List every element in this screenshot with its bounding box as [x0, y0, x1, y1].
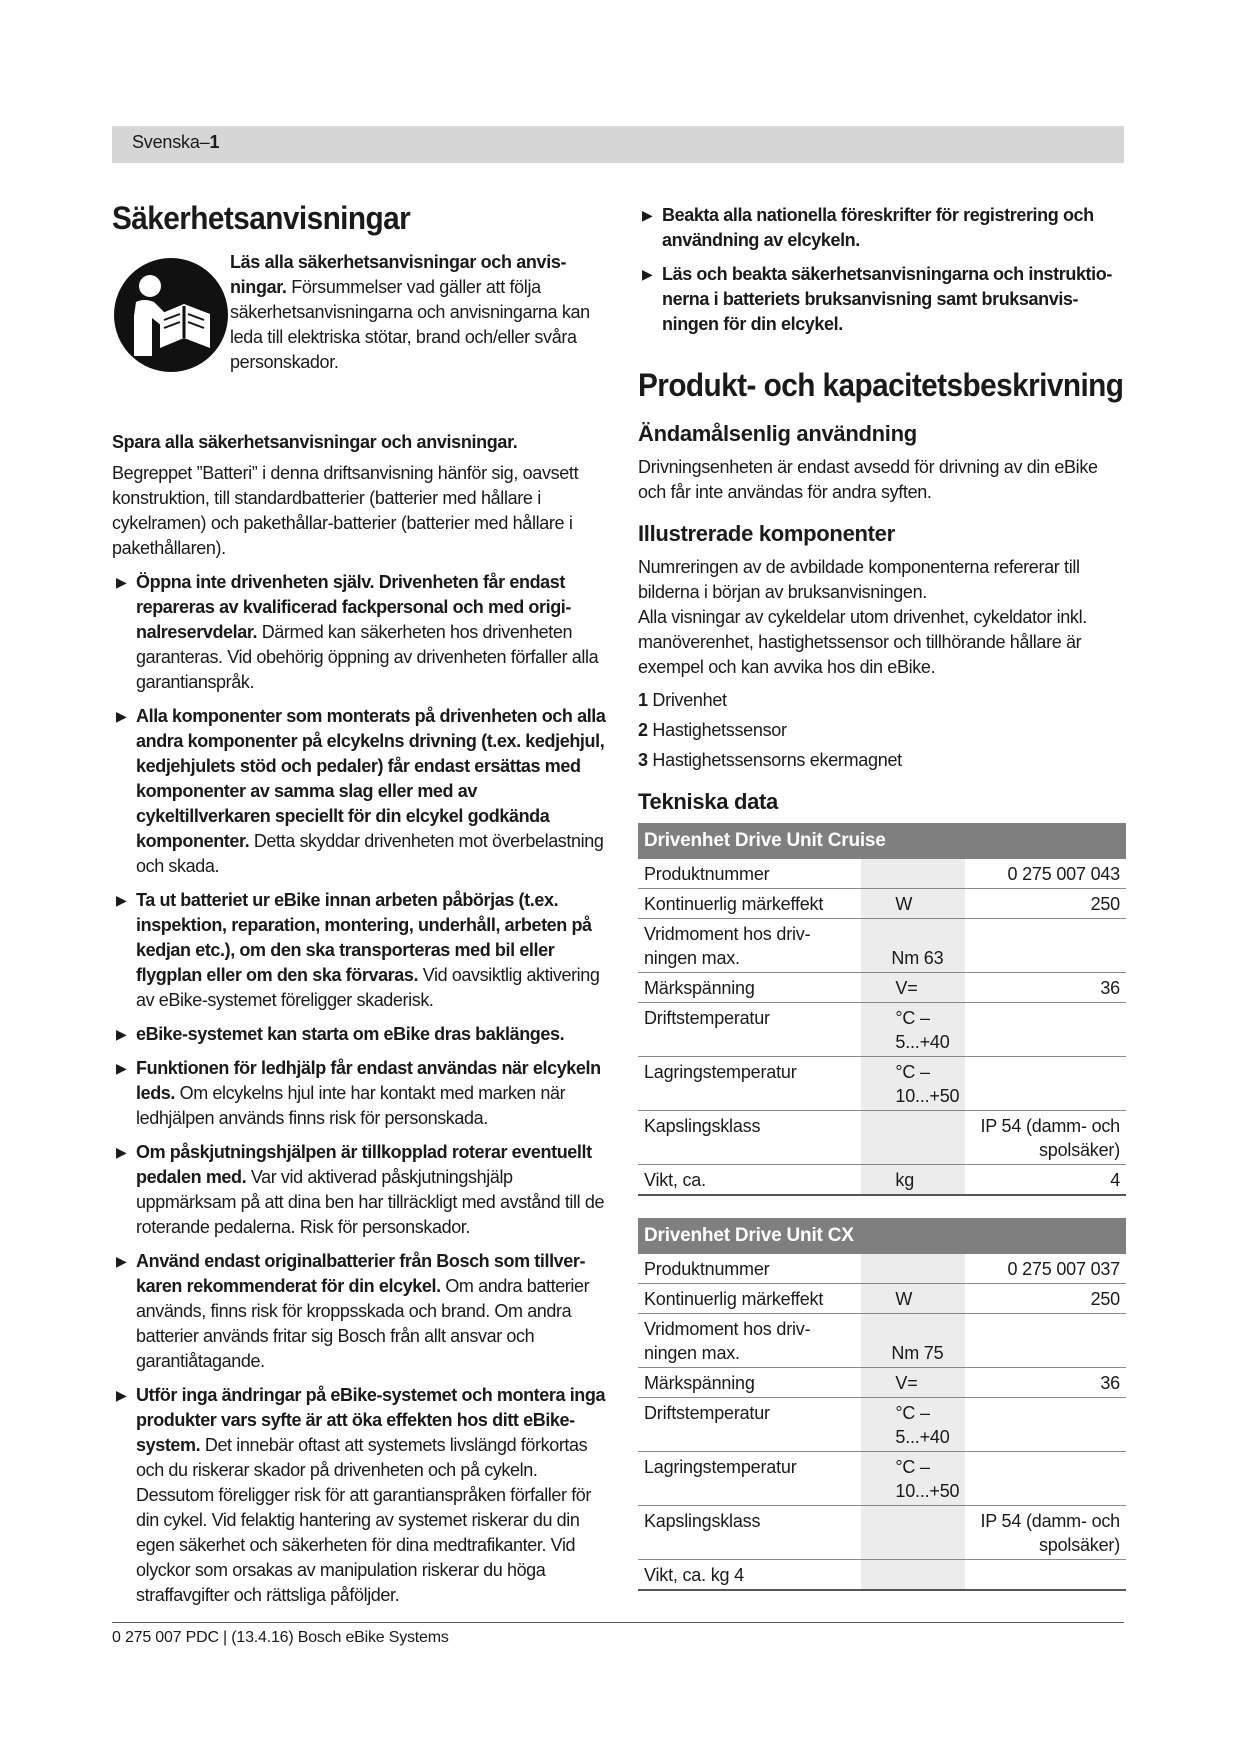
- table-row: [638, 1003, 1126, 1057]
- components-title: Illustrerade komponenter: [638, 521, 895, 546]
- bullet-lead: Funktionen för ledhjälp får endast användas när elcykeln leds.: [136, 1058, 601, 1103]
- product-section-title: Produkt- och kapacitetsbeskrivning: [638, 367, 1124, 403]
- spec-value-cell: [965, 1003, 1126, 1057]
- bullet-text: Vid oavsiktlig aktivering av eBike-systemet föreligger skaderisk.: [136, 965, 600, 1010]
- bullet-lead: Alla komponenter som monterats på drivenheten och alla andra komponenter på elcykelns drivning (t.ex. kedjehjul, kedjehjulets stöd och pedaler) får endast ersättas med komponenter av samma slag eller med av cykeltillverkaren speciellt för din elcykel godkända komponenter.: [136, 706, 606, 851]
- page-header: [112, 126, 1124, 163]
- bullet-item: [112, 888, 612, 1013]
- triangle-bullet-icon: ▶: [116, 708, 127, 724]
- spec-unit-text: °C: [895, 1008, 916, 1028]
- header-page-number: 1: [209, 132, 220, 152]
- bullet-item: [638, 262, 1126, 337]
- intro-bold: Läs alla säkerhetsanvisningar och anvisningar.: [230, 252, 567, 297]
- spec-label: Märkspänning: [638, 973, 861, 1003]
- bullet-lead: Om påskjutningshjälpen är tillkopplad roterar eventuellt pedalen med.: [136, 1142, 592, 1187]
- spec-unit: [861, 1003, 965, 1057]
- table-row: [638, 859, 1126, 889]
- spec-value-cell: [965, 1452, 1126, 1506]
- spec-unit: [861, 1314, 965, 1368]
- triangle-bullet-icon: ▶: [642, 266, 653, 282]
- intended-use-title: Ändamålsenlig användning: [638, 421, 917, 446]
- spec-value-cell: [965, 919, 1126, 973]
- spec-unit: [861, 1506, 965, 1560]
- spec-unit: kg: [861, 1165, 965, 1196]
- component-item: [638, 688, 1126, 713]
- safety-intro: [112, 250, 612, 430]
- component-label: Hastighetssensor: [647, 720, 787, 740]
- spec-label: Vikt, ca. kg 4: [638, 1560, 861, 1591]
- spec-value: –10...+50: [895, 1062, 960, 1106]
- read-manual-icon: [112, 256, 230, 374]
- triangle-bullet-icon: ▶: [116, 1060, 127, 1076]
- spec-unit-text: Nm: [891, 1343, 919, 1363]
- spec-unit-text: Nm: [891, 948, 919, 968]
- tech-data-title: Tekniska data: [638, 789, 778, 814]
- spec-unit: W: [861, 889, 965, 919]
- triangle-bullet-icon: ▶: [116, 1253, 127, 1269]
- bullet-lead: Ta ut batteriet ur eBike innan arbeten påbörjas (t.ex. inspektion, reparation, montering, underhåll, arbeten på kedjan etc.), om den ska transporteras med bil eller flygplan eller om den ska förvaras.: [136, 890, 592, 985]
- spec-label: Kontinuerlig märkeffekt: [638, 889, 861, 919]
- spec-unit: [861, 1398, 965, 1452]
- table-row: [638, 1368, 1126, 1398]
- spec-label: Driftstemperatur: [638, 1398, 861, 1452]
- battery-definition: Begreppet ”Batteri” i denna driftsanvisning hänför sig, oavsett konstruktion, till standardbatterier (batterier med hållare i cykelramen) och pakethållar-batterier (batterier med hållare i pakethållaren).: [112, 463, 579, 558]
- spec-label: Produktnummer: [638, 859, 861, 889]
- table-row: [638, 973, 1126, 1003]
- bullet-text: Om andra batterier används, finns risk för kroppsskada och brand. Om andra batterier används fritar sig Bosch från allt ansvar och garantiåtagande.: [136, 1276, 590, 1371]
- page-footer: 0 275 007 PDC | (13.4.16) Bosch eBike Systems: [112, 1622, 1124, 1647]
- triangle-bullet-icon: ▶: [116, 1387, 127, 1403]
- right-column: [638, 203, 1126, 1591]
- component-label: Hastighetssensorns ekermagnet: [647, 750, 902, 770]
- spec-value: 250: [965, 889, 1126, 919]
- bullet-item: [638, 203, 1126, 253]
- bullet-text: Detta skyddar drivenheten mot överbelastning och skada.: [136, 831, 604, 876]
- table-row: [638, 919, 1126, 973]
- spec-value: –10...+50: [895, 1457, 960, 1501]
- component-label: Drivenhet: [647, 690, 727, 710]
- spec-value: 0 275 007 037: [965, 1254, 1126, 1284]
- component-number: 2: [638, 720, 648, 740]
- spec-value-cell: [965, 1314, 1126, 1368]
- table-row: [638, 1506, 1126, 1560]
- component-number: 3: [638, 750, 648, 770]
- spec-value-cell: [965, 1057, 1126, 1111]
- spec-unit: [861, 1560, 965, 1591]
- bullet-item: [112, 1249, 612, 1374]
- table-row: [638, 1398, 1126, 1452]
- bullet-lead: Utför inga ändringar på eBike-systemet och montera inga produkter vars syfte är att öka effekten hos ditt eBike-system.: [136, 1385, 606, 1455]
- spec-unit: [861, 1111, 965, 1165]
- triangle-bullet-icon: ▶: [116, 1144, 127, 1160]
- spec-unit: [861, 1057, 965, 1111]
- spec-table-title: Drivenhet Drive Unit Cruise: [638, 823, 1126, 859]
- spec-label: Driftstemperatur: [638, 1003, 861, 1057]
- table-row: [638, 1254, 1126, 1284]
- spec-label: Vridmoment hos drivningen max.: [638, 1314, 861, 1368]
- triangle-bullet-icon: ▶: [116, 574, 127, 590]
- spec-label: Kapslingsklass: [638, 1506, 861, 1560]
- spec-value: 63: [923, 948, 944, 968]
- spec-unit: W: [861, 1284, 965, 1314]
- spec-unit-text: °C: [895, 1457, 916, 1477]
- bullet-lead: Använd endast originalbatterier från Bosch som tillverkaren rekommenderat för din elcykel.: [136, 1251, 586, 1296]
- component-number: 1: [638, 690, 648, 710]
- bullet-lead: eBike-systemet kan starta om eBike dras baklänges.: [136, 1024, 565, 1044]
- table-row: [638, 889, 1126, 919]
- spec-label: Vikt, ca.: [638, 1165, 861, 1196]
- left-column: [112, 198, 612, 1608]
- spec-label: Kapslingsklass: [638, 1111, 861, 1165]
- bullet-lead: Öppna inte drivenheten själv. Drivenheten får endast repareras av kvalificerad fackpersonal och med originalreservdelar.: [136, 572, 572, 642]
- bullet-item: [112, 1383, 612, 1608]
- bullet-text: Därmed kan säkerheten hos drivenheten garanteras. Vid obehörig öppning av drivenheten förfaller alla garantianspråk.: [136, 622, 599, 692]
- bullet-item: [112, 704, 612, 879]
- save-instruction: Spara alla säkerhetsanvisningar och anvisningar.: [112, 432, 518, 452]
- bullet-text: Var vid aktiverad påskjutningshjälp uppmärksam på att dina ben har tillräckligt med avstånd till de roterande pedalerna. Risk för personskador.: [136, 1167, 605, 1237]
- safety-title: Säkerhetsanvisningar: [112, 200, 411, 236]
- spec-value: 0 275 007 043: [965, 859, 1126, 889]
- spec-table-cx: [638, 1218, 1126, 1591]
- components-text-1: Numreringen av de avbildade komponenterna refererar till bilderna i början av bruksanvisningen.: [638, 557, 1080, 602]
- triangle-bullet-icon: ▶: [642, 207, 653, 223]
- spec-value: IP 54 (damm- och spolsäker): [965, 1506, 1126, 1560]
- spec-value: –5...+40: [895, 1403, 950, 1447]
- spec-label: Lagringstemperatur: [638, 1057, 861, 1111]
- spec-table-title: Drivenhet Drive Unit CX: [638, 1218, 1126, 1254]
- spec-value: 36: [965, 1368, 1126, 1398]
- table-row: [638, 1560, 1126, 1591]
- spec-value: 36: [965, 973, 1126, 1003]
- triangle-bullet-icon: ▶: [116, 1026, 127, 1042]
- spec-unit-text: °C: [895, 1403, 916, 1423]
- bullet-item: [112, 1056, 612, 1131]
- spec-value: 75: [923, 1343, 944, 1363]
- component-item: [638, 718, 1126, 743]
- component-item: [638, 748, 1126, 773]
- table-row: [638, 1057, 1126, 1111]
- spec-label: Kontinuerlig märkeffekt: [638, 1284, 861, 1314]
- spec-label: Vridmoment hos drivningen max.: [638, 919, 861, 973]
- spec-value: [965, 1560, 1126, 1591]
- header-language: Svenska: [132, 132, 200, 152]
- table-row: [638, 1314, 1126, 1368]
- table-row: [638, 1165, 1126, 1196]
- bullet-lead: Beakta alla nationella föreskrifter för registrering och användning av elcykeln.: [662, 205, 1094, 250]
- spec-unit: V=: [861, 1368, 965, 1398]
- spec-label: Lagringstemperatur: [638, 1452, 861, 1506]
- spec-unit: [861, 1452, 965, 1506]
- spec-unit: [861, 859, 965, 889]
- table-row: [638, 1452, 1126, 1506]
- spec-value-cell: [965, 1398, 1126, 1452]
- bullet-text: Det innebär oftast att systemets livslängd förkortas och du riskerar skador på drivenheten och på cykeln. Dessutom föreligger risk för att garantianspråken förfaller för din cykel. Vid felaktig hantering av systemet riskerar du din egen säkerhet och säkerheten för dina medtrafikanter. Vid olyckor som orsakas av manipulation riskerar du höga straffavgifter och rättsliga påföljder.: [136, 1435, 592, 1605]
- table-row: [638, 1111, 1126, 1165]
- bullet-item: [112, 1022, 612, 1047]
- header-separator: –: [199, 132, 210, 152]
- bullet-lead: Läs och beakta säkerhetsanvisningarna och instruktionerna i batteriets bruksanvisning samt bruksanvisningen för din elcykel.: [662, 264, 1113, 334]
- spec-unit: [861, 919, 965, 973]
- spec-unit: V=: [861, 973, 965, 1003]
- spec-value: 4: [965, 1165, 1126, 1196]
- bullet-item: [112, 570, 612, 695]
- components-text-2: Alla visningar av cykeldelar utom drivenhet, cykeldator inkl. manöverenhet, hastighetssensor och tillhörande hållare är exempel och kan avvika hos din eBike.: [638, 607, 1087, 677]
- spec-label: Produktnummer: [638, 1254, 861, 1284]
- spec-value: IP 54 (damm- och spolsäker): [965, 1111, 1126, 1165]
- spec-label: Märkspänning: [638, 1368, 861, 1398]
- spec-unit: [861, 1254, 965, 1284]
- triangle-bullet-icon: ▶: [116, 892, 127, 908]
- intro-body: Försummelser vad gäller att följa säkerhetsanvisningarna och anvisningarna kan leda till elektriska stötar, brand och/eller svåra personskador.: [230, 277, 590, 372]
- bullet-text: Om elcykelns hjul inte har kontakt med marken när ledhjälpen används finns risk för personskada.: [136, 1083, 566, 1128]
- intro-text: [230, 250, 612, 375]
- table-row: [638, 1284, 1126, 1314]
- spec-table-cruise: [638, 823, 1126, 1196]
- spec-unit-text: °C: [895, 1062, 916, 1082]
- spec-value: 250: [965, 1284, 1126, 1314]
- intended-use-text: Drivningsenheten är endast avsedd för drivning av din eBike och får inte användas för andra syften.: [638, 457, 1098, 502]
- bullet-item: [112, 1140, 612, 1240]
- spec-value: –5...+40: [895, 1008, 950, 1052]
